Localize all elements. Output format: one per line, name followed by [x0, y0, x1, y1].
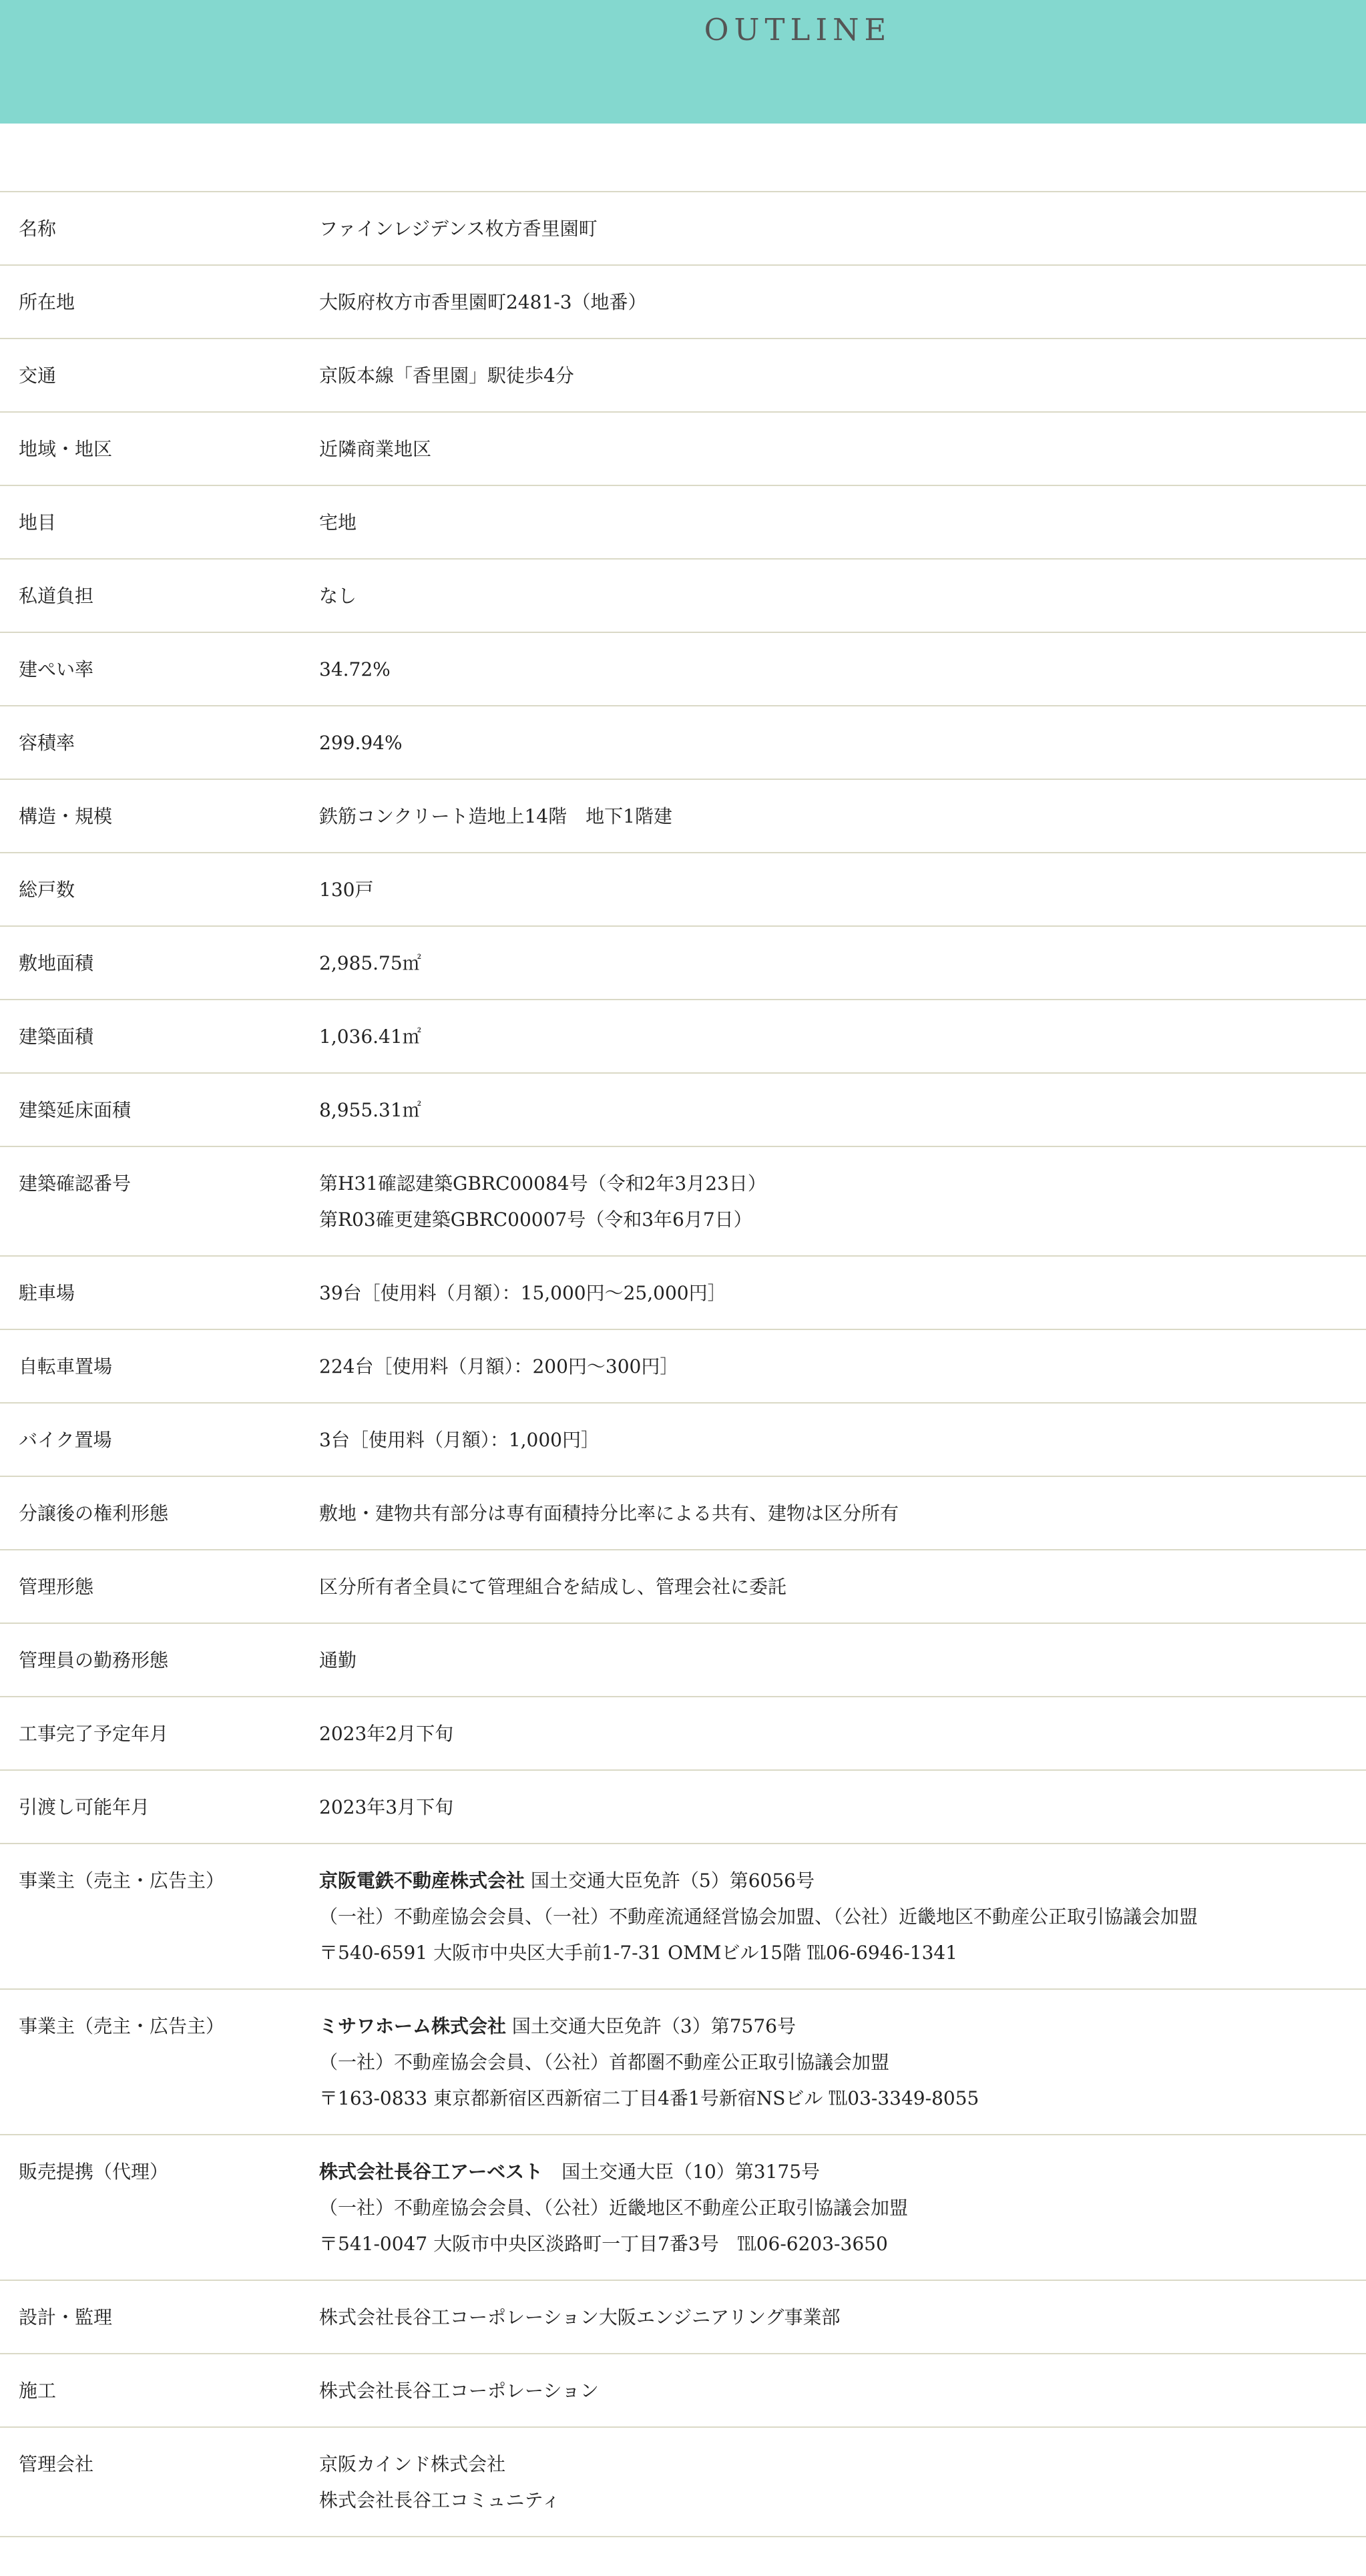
row-value-line: 大阪府枚方市香里園町2481-3（地番） [319, 291, 647, 313]
row-label: 設計・監理 [19, 2306, 113, 2328]
table-row-completion-date [0, 1697, 1366, 1771]
row-value-line: （一社）不動産協会会員、（公社）首都圏不動産公正取引協議会加盟 [319, 2051, 890, 2073]
row-label: 管理会社 [19, 2453, 94, 2475]
row-value-line: 39台［使用料（月額）：15,000円～25,000円］ [319, 1282, 726, 1304]
row-value-line: 1,036.41㎡ [319, 1026, 421, 1048]
row-value-line: 〒163-0833 東京都新宿区西新宿二丁目4番1号新宿NSビル ℡03‐3349‐8055 [319, 2087, 979, 2109]
row-value [319, 872, 1366, 908]
table-row-motorbike-parking [0, 1404, 1366, 1477]
row-label: 販売提携（代理） [19, 2161, 169, 2183]
table-row-design-supervision [0, 2281, 1366, 2354]
row-value [319, 358, 1366, 394]
table-row-ownership-form [0, 1477, 1366, 1550]
row-value-line: 区分所有者全員にて管理組合を結成し、管理会社に委託 [319, 1576, 787, 1598]
row-label: 交通 [19, 365, 57, 387]
row-value-line: 京阪本線「香里園」駅徒歩4分 [319, 365, 574, 387]
row-value [319, 578, 1366, 614]
row-value-line: 近隣商業地区 [319, 438, 432, 460]
row-label: 所在地 [19, 291, 75, 313]
table-row-building-area [0, 1000, 1366, 1074]
row-value-line: 8,955.31㎡ [319, 1099, 421, 1121]
row-value [319, 1166, 1366, 1238]
row-value-line: 鉄筋コンクリート造地上14階 地下1階建 [319, 805, 672, 827]
table-row-structure [0, 780, 1366, 853]
row-value [319, 1789, 1366, 1826]
page-title: OUTLINE [704, 12, 892, 47]
table-row-sales-agent [0, 2135, 1366, 2281]
row-value [319, 1643, 1366, 1679]
row-value [319, 1569, 1366, 1605]
row-value [319, 284, 1366, 320]
table-row-developer-keihan [0, 1844, 1366, 1990]
row-label: 分譲後の権利形態 [19, 1502, 169, 1524]
row-value [319, 2446, 1366, 2519]
row-value [319, 431, 1366, 467]
table-row-parking [0, 1257, 1366, 1330]
row-label: 駐車場 [19, 1282, 75, 1304]
row-label: 地目 [19, 511, 57, 533]
row-label: 私道負担 [19, 585, 94, 607]
row-label: 管理員の勤務形態 [19, 1649, 169, 1671]
table-row-delivery-date [0, 1771, 1366, 1844]
row-label: 地域・地区 [19, 438, 113, 460]
row-value [319, 1092, 1366, 1128]
row-label: 事業主（売主・広告主） [19, 1870, 225, 1892]
row-label: 総戸数 [19, 879, 75, 901]
table-row-construction [0, 2354, 1366, 2428]
table-row-management-form [0, 1550, 1366, 1624]
row-value [319, 1349, 1366, 1385]
row-value [319, 799, 1366, 835]
row-label: 構造・規模 [19, 805, 113, 827]
outline-table [0, 191, 1366, 2537]
row-value [319, 1019, 1366, 1055]
company-name: 京阪電鉄不動産株式会社 [319, 1870, 525, 1892]
row-value-line: 第H31確認建築GBRC00084号（令和2年3月23日） [319, 1172, 766, 1195]
row-label: 管理形態 [19, 1576, 94, 1598]
row-label: 建ぺい率 [19, 658, 94, 680]
license-text: 国土交通大臣免許（3）第7576号 [506, 2015, 796, 2037]
row-value [319, 2154, 1366, 2262]
row-value-line: 3台［使用料（月額）：1,000円］ [319, 1429, 600, 1451]
row-value [319, 1422, 1366, 1458]
table-row-developer-misawa [0, 1990, 1366, 2135]
table-row-location [0, 266, 1366, 339]
row-value [319, 2300, 1366, 2336]
row-value-line: 敷地・建物共有部分は専有面積持分比率による共有、建物は区分所有 [319, 1502, 899, 1524]
license-text: 国土交通大臣免許（5）第6056号 [525, 1870, 815, 1892]
row-label: 工事完了予定年月 [19, 1723, 169, 1745]
row-label: 自転車置場 [19, 1355, 113, 1377]
row-value-line: 株式会社長谷工コミュニティ [319, 2489, 561, 2511]
row-label: 名称 [19, 218, 57, 240]
row-label: 施工 [19, 2380, 57, 2402]
row-label: 建築確認番号 [19, 1172, 132, 1195]
row-value [319, 1496, 1366, 1532]
row-label: 事業主（売主・広告主） [19, 2015, 225, 2037]
row-value-line: 2023年2月下旬 [319, 1723, 454, 1745]
row-value-line [319, 2008, 1366, 2045]
row-value [319, 1863, 1366, 1971]
table-row-coverage-ratio [0, 633, 1366, 706]
company-name: ミサワホーム株式会社 [319, 2015, 507, 2037]
row-value [319, 725, 1366, 761]
row-value-line [319, 2154, 1366, 2190]
row-value [319, 1275, 1366, 1311]
row-label: 敷地面積 [19, 952, 94, 974]
row-value-line: 株式会社長谷工コーポレーション [319, 2380, 599, 2402]
row-value [319, 2008, 1366, 2117]
table-row-management-company [0, 2428, 1366, 2537]
row-value-line: なし [319, 585, 357, 607]
row-value-line: 2,985.75㎡ [319, 952, 421, 974]
table-row-name [0, 192, 1366, 266]
row-label: 容積率 [19, 732, 75, 754]
row-label: 建築延床面積 [19, 1099, 132, 1121]
row-value [319, 505, 1366, 541]
row-value-line: 224台［使用料（月額）：200円～300円］ [319, 1355, 679, 1377]
row-value [319, 2373, 1366, 2409]
row-label: バイク置場 [19, 1429, 112, 1451]
table-row-total-units [0, 853, 1366, 927]
row-value-line: 宅地 [319, 511, 357, 533]
table-row-zoning [0, 413, 1366, 486]
table-row-private-road [0, 560, 1366, 633]
table-row-building-confirmation [0, 1147, 1366, 1257]
row-value-line: （一社）不動産協会会員、（公社）近畿地区不動産公正取引協議会加盟 [319, 2197, 909, 2219]
row-value-line: 株式会社長谷工コーポレーション大阪エンジニアリング事業部 [319, 2306, 841, 2328]
license-text: 国土交通大臣（10）第3175号 [543, 2161, 821, 2183]
row-value [319, 1716, 1366, 1752]
row-value-line: 299.94% [319, 732, 403, 754]
row-value [319, 945, 1366, 982]
row-value-line: 通勤 [319, 1649, 357, 1671]
table-row-land-category [0, 486, 1366, 560]
table-row-site-area [0, 927, 1366, 1000]
row-value-line: ファインレジデンス枚方香里園町 [319, 218, 598, 240]
table-row-floor-area-ratio [0, 706, 1366, 780]
row-value-line: （一社）不動産協会会員、（一社）不動産流通経営協会加盟、（公社）近畿地区不動産公正取引協議会加盟 [319, 1906, 1198, 1928]
row-value-line: 130戸 [319, 879, 374, 901]
row-value [319, 211, 1366, 247]
row-value-line: 〒541-0047 大阪市中央区淡路町一丁目7番3号 ℡06‐6203‐3650 [319, 2233, 888, 2255]
row-value-line: 京阪カインド株式会社 [319, 2453, 506, 2475]
row-value-line: 34.72% [319, 658, 391, 680]
row-label: 引渡し可能年月 [19, 1796, 150, 1818]
table-row-total-floor-area [0, 1074, 1366, 1147]
table-row-bicycle-parking [0, 1330, 1366, 1404]
table-row-manager-work-style [0, 1624, 1366, 1697]
row-value [319, 652, 1366, 688]
row-value-line: 〒540-6591 大阪市中央区大手前1‐7‐31 OMMビル15階 ℡06‐6946‐1341 [319, 1942, 958, 1964]
company-name: 株式会社長谷工アーベスト [319, 2161, 543, 2183]
row-value-line: 第R03確更建築GBRC00007号（令和3年6月7日） [319, 1209, 752, 1231]
header-banner [0, 0, 1366, 124]
table-row-access [0, 339, 1366, 413]
row-label: 建築面積 [19, 1026, 94, 1048]
row-value-line: 2023年3月下旬 [319, 1796, 454, 1818]
row-value-line [319, 1863, 1366, 1899]
